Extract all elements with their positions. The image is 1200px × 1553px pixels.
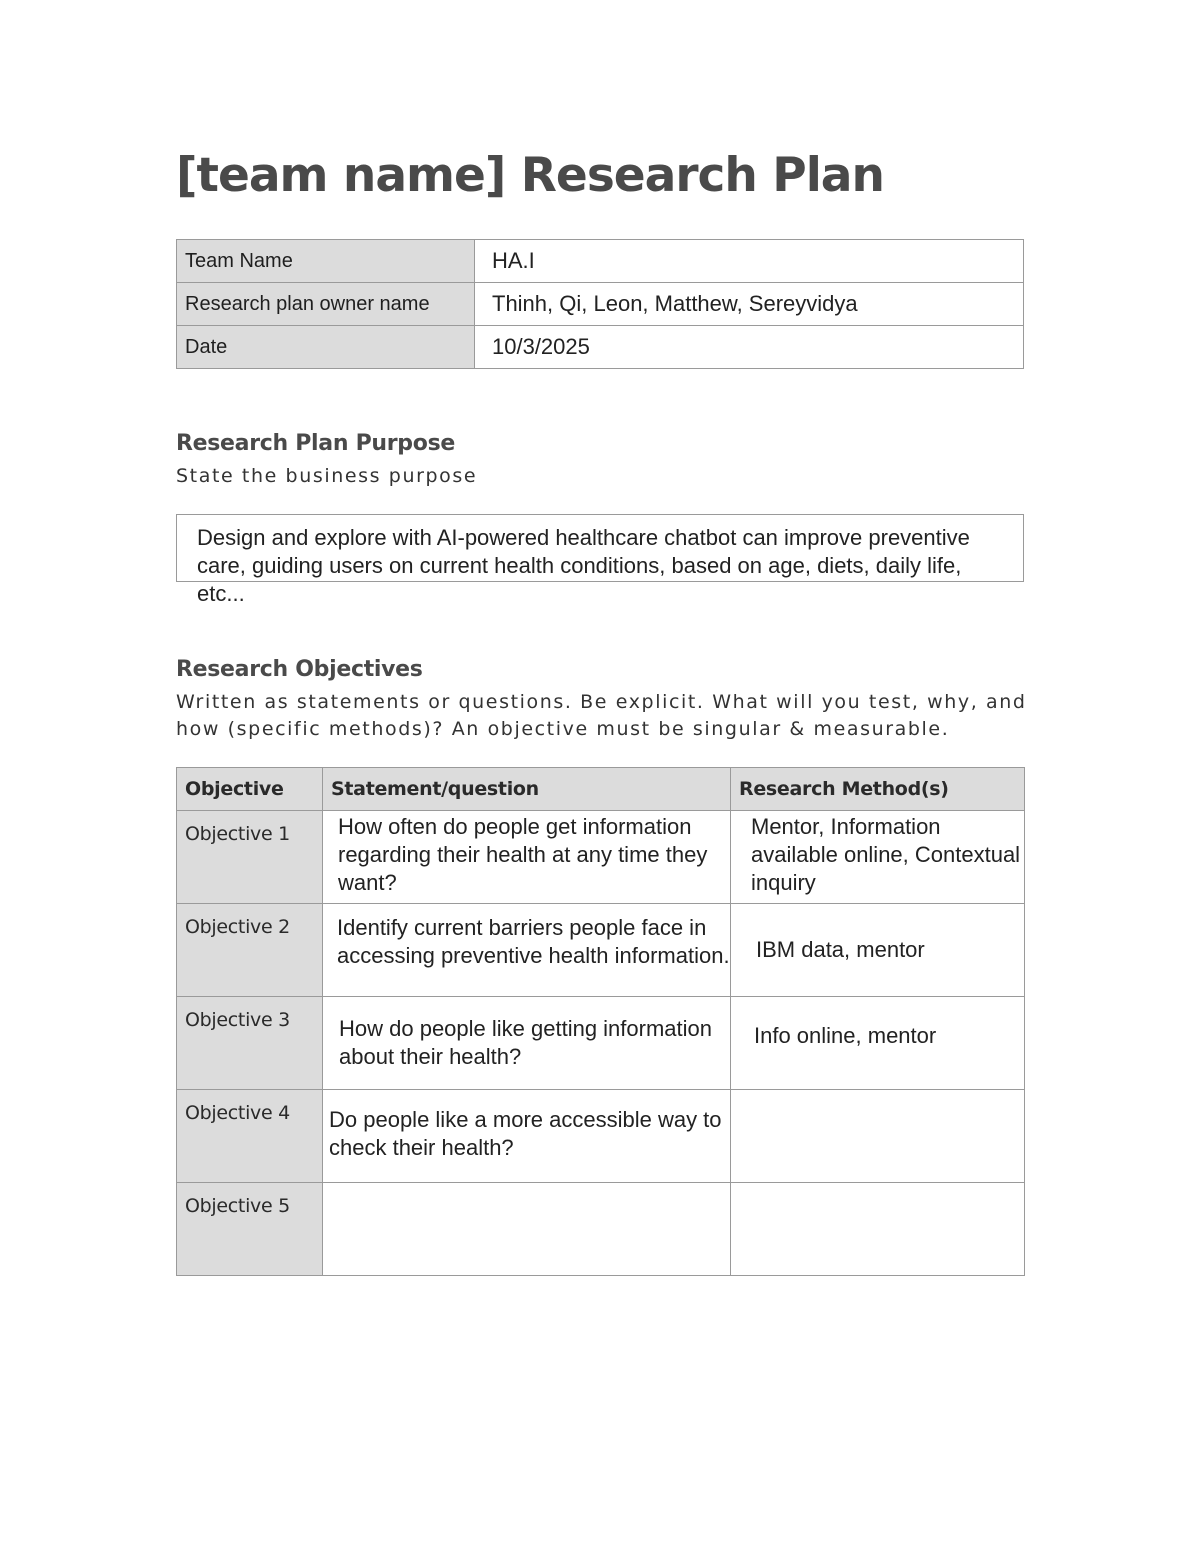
objective-label: Objective 4: [177, 1090, 323, 1183]
team-name-row: [177, 240, 1024, 283]
date-label: Date: [177, 326, 475, 369]
purpose-subheading: State the business purpose: [176, 465, 478, 487]
owner-name-value: Thinh, Qi, Leon, Matthew, Sereyvidya: [475, 283, 1024, 326]
date-row: [177, 326, 1024, 369]
objectives-heading: Research Objectives: [176, 657, 423, 682]
team-name-value: HA.I: [475, 240, 1024, 283]
objective-method: IBM data, mentor: [731, 904, 1025, 997]
owner-name-row: [177, 283, 1024, 326]
method-column-header: Research Method(s): [731, 768, 1025, 811]
owner-name-label: Research plan owner name: [177, 283, 475, 326]
objective-row: [177, 997, 1025, 1090]
purpose-text: Design and explore with AI-powered healthcare chatbot can improve preventive care, guiding users on current health conditions, based on age, diets, daily life, etc...: [197, 525, 970, 606]
purpose-heading: Research Plan Purpose: [176, 431, 455, 456]
objective-method: [731, 1183, 1025, 1276]
objectives-table: [176, 767, 1025, 1276]
objective-statement: Identify current barriers people face in accessing preventive health information.: [323, 904, 731, 997]
objective-row: [177, 1090, 1025, 1183]
objective-row: [177, 904, 1025, 997]
objective-row: [177, 811, 1025, 904]
objective-statement-text: How do people like getting information about their health?: [339, 1016, 713, 1069]
objective-label: Objective 2: [177, 904, 323, 997]
objective-row: [177, 1183, 1025, 1276]
objectives-header-row: [177, 768, 1025, 811]
objective-statement: Do people like a more accessible way to check their health?: [323, 1090, 731, 1183]
objective-label: Objective 5: [177, 1183, 323, 1276]
objective-method: [731, 1090, 1025, 1183]
page-title: [team name] Research Plan: [176, 148, 884, 203]
objective-label: Objective 1: [177, 811, 323, 904]
objective-method: Info online, mentor: [731, 997, 1025, 1090]
objective-method: Mentor, Information available online, Contextual inquiry: [731, 811, 1025, 904]
team-name-label: Team Name: [177, 240, 475, 283]
objective-statement: How often do people get information regarding their health at any time they want?: [323, 811, 731, 904]
objective-statement: [323, 997, 731, 1090]
objective-label: Objective 3: [177, 997, 323, 1090]
objectives-subheading: Written as statements or questions. Be explicit. What will you test, why, and how (specific methods)? An objective must be singular & measurable.: [176, 691, 1027, 740]
objective-column-header: Objective: [177, 768, 323, 811]
team-info-table: [176, 239, 1024, 369]
date-value: 10/3/2025: [475, 326, 1024, 369]
statement-column-header: Statement/question: [323, 768, 731, 811]
objective-statement: [323, 1183, 731, 1276]
purpose-box: [176, 514, 1024, 606]
